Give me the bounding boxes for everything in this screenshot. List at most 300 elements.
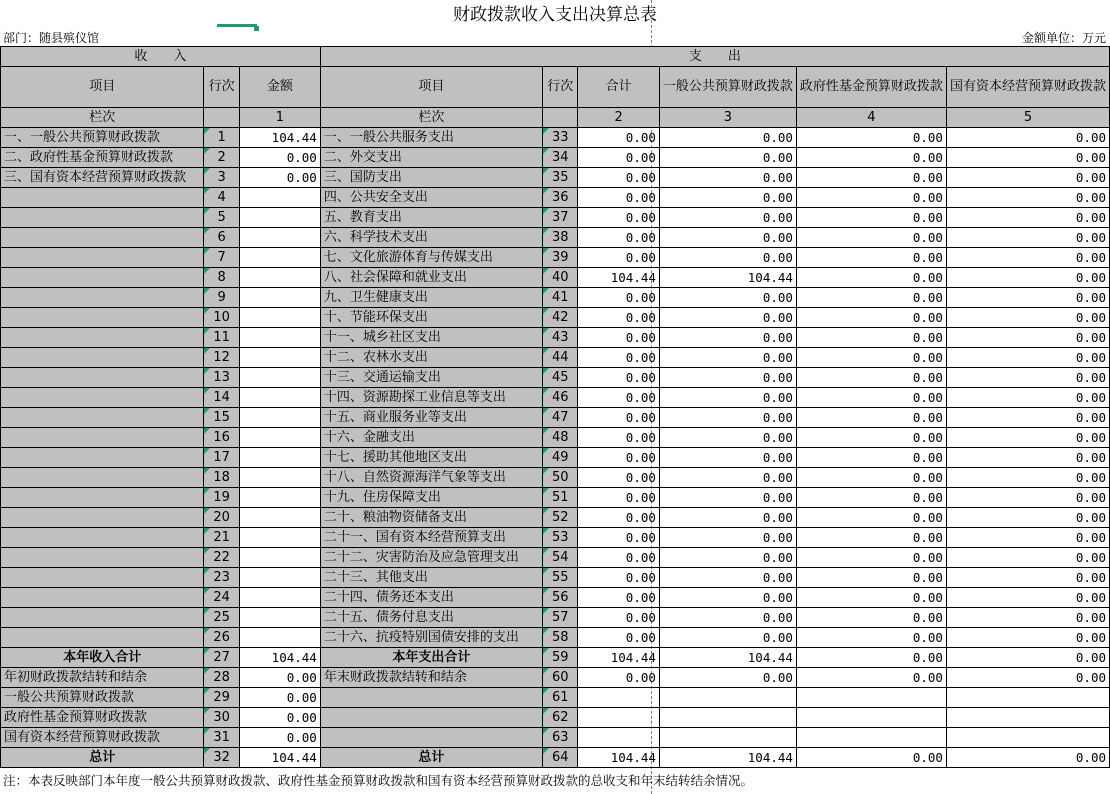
expense-total-cell[interactable]: 0.00 (578, 408, 659, 428)
income-rowno-cell[interactable]: 9 (204, 288, 239, 308)
income-item-cell[interactable] (1, 348, 204, 368)
expense-item-cell[interactable]: 十九、住房保障支出 (320, 488, 542, 508)
expense-item-cell[interactable]: 十四、资源勘探工业信息等支出 (320, 388, 542, 408)
expense-rowno-cell[interactable]: 45 (543, 368, 578, 388)
expense-item-cell[interactable] (320, 708, 542, 728)
expense-rowno-cell[interactable]: 39 (543, 248, 578, 268)
income-amount-cell[interactable] (239, 188, 320, 208)
income-rowno-cell[interactable]: 1 (204, 128, 239, 148)
income-rowno-cell[interactable]: 19 (204, 488, 239, 508)
income-rowno-cell[interactable]: 13 (204, 368, 239, 388)
expense-govfund-cell[interactable]: 0.00 (796, 488, 946, 508)
income-item-cell[interactable] (1, 508, 204, 528)
expense-total-cell[interactable]: 0.00 (578, 428, 659, 448)
expense-item-cell[interactable] (320, 728, 542, 748)
income-amount-cell[interactable]: 0.00 (239, 668, 320, 688)
expense-general-cell[interactable]: 0.00 (659, 408, 796, 428)
expense-rowno-cell[interactable]: 53 (543, 528, 578, 548)
income-rowno-cell[interactable]: 30 (204, 708, 239, 728)
col-index-5: 5 (946, 108, 1109, 128)
income-rowno-cell[interactable]: 7 (204, 248, 239, 268)
income-rowno-cell[interactable]: 15 (204, 408, 239, 428)
income-rowno-cell[interactable]: 29 (204, 688, 239, 708)
expense-total-cell[interactable]: 0.00 (578, 148, 659, 168)
expense-govfund-cell[interactable]: 0.00 (796, 288, 946, 308)
income-rowno-cell[interactable]: 6 (204, 228, 239, 248)
table-row (1, 388, 1110, 408)
expense-total-cell[interactable]: 0.00 (578, 508, 659, 528)
income-item-cell[interactable] (1, 208, 204, 228)
expense-rowno-cell[interactable]: 48 (543, 428, 578, 448)
expense-total-cell[interactable]: 0.00 (578, 588, 659, 608)
income-item-cell[interactable] (1, 528, 204, 548)
expense-rowno-cell[interactable]: 52 (543, 508, 578, 528)
expense-item-cell[interactable]: 五、教育支出 (320, 208, 542, 228)
expense-general-cell[interactable]: 0.00 (659, 668, 796, 688)
income-rowno-cell[interactable]: 20 (204, 508, 239, 528)
income-amount-cell[interactable] (239, 508, 320, 528)
table-row (1, 248, 1110, 268)
expense-total-cell[interactable]: 0.00 (578, 548, 659, 568)
income-amount-cell[interactable] (239, 448, 320, 468)
expense-general-cell[interactable]: 0.00 (659, 228, 796, 248)
income-item-cell[interactable]: 一般公共预算财政拨款 (1, 688, 204, 708)
expense-govfund-cell[interactable]: 0.00 (796, 448, 946, 468)
expense-soe-cell[interactable]: 0.00 (946, 668, 1109, 688)
income-rowno-cell[interactable]: 25 (204, 608, 239, 628)
expense-general-cell[interactable]: 0.00 (659, 488, 796, 508)
expense-rowno-cell[interactable]: 59 (543, 648, 578, 668)
income-amount-cell[interactable]: 0.00 (239, 148, 320, 168)
income-amount-cell[interactable] (239, 228, 320, 248)
expense-govfund-cell[interactable]: 0.00 (796, 628, 946, 648)
expense-govfund-cell[interactable]: 0.00 (796, 208, 946, 228)
expense-total-cell[interactable]: 0.00 (578, 228, 659, 248)
expense-rowno-cell[interactable]: 41 (543, 288, 578, 308)
expense-soe-cell[interactable]: 0.00 (946, 188, 1109, 208)
expense-total-cell[interactable]: 0.00 (578, 328, 659, 348)
expense-general-cell[interactable] (659, 728, 796, 748)
expense-soe-cell[interactable]: 0.00 (946, 288, 1109, 308)
income-amount-cell[interactable] (239, 308, 320, 328)
income-item-cell[interactable] (1, 368, 204, 388)
expense-rowno-cell[interactable]: 43 (543, 328, 578, 348)
income-item-cell[interactable] (1, 228, 204, 248)
expense-rowno-cell[interactable]: 47 (543, 408, 578, 428)
expense-item-cell[interactable]: 一、一般公共服务支出 (320, 128, 542, 148)
expense-soe-cell[interactable]: 0.00 (946, 588, 1109, 608)
expense-soe-cell[interactable]: 0.00 (946, 648, 1109, 668)
expense-govfund-cell[interactable]: 0.00 (796, 188, 946, 208)
expense-item-cell[interactable] (320, 688, 542, 708)
expense-soe-cell[interactable] (946, 688, 1109, 708)
income-item-cell[interactable]: 三、国有资本经营预算财政拨款 (1, 168, 204, 188)
expense-govfund-cell[interactable]: 0.00 (796, 228, 946, 248)
expense-rowno-cell[interactable]: 61 (543, 688, 578, 708)
expense-rowno-cell[interactable]: 64 (543, 748, 578, 768)
expense-total-header: 合计 (578, 67, 659, 108)
expense-govfund-cell[interactable]: 0.00 (796, 248, 946, 268)
expense-general-cell[interactable]: 0.00 (659, 328, 796, 348)
expense-general-cell[interactable]: 0.00 (659, 348, 796, 368)
income-amount-cell[interactable] (239, 388, 320, 408)
income-item-cell[interactable] (1, 448, 204, 468)
income-item-cell[interactable]: 政府性基金预算财政拨款 (1, 708, 204, 728)
expense-general-cell[interactable]: 104.44 (659, 268, 796, 288)
expense-total-cell[interactable]: 104.44 (578, 268, 659, 288)
expense-total-cell[interactable]: 0.00 (578, 668, 659, 688)
expense-govfund-cell[interactable]: 0.00 (796, 648, 946, 668)
expense-item-cell[interactable]: 二十六、抗疫特别国债安排的支出 (320, 628, 542, 648)
expense-govfund-cell[interactable]: 0.00 (796, 608, 946, 628)
expense-rowno-cell[interactable]: 38 (543, 228, 578, 248)
income-item-cell[interactable] (1, 568, 204, 588)
expense-govfund-cell[interactable]: 0.00 (796, 348, 946, 368)
expense-rowno-cell[interactable]: 60 (543, 668, 578, 688)
expense-rowno-cell[interactable]: 44 (543, 348, 578, 368)
expense-total-cell[interactable]: 0.00 (578, 348, 659, 368)
expense-rowno-cell[interactable]: 63 (543, 728, 578, 748)
expense-general-cell[interactable]: 0.00 (659, 148, 796, 168)
expense-general-cell[interactable]: 104.44 (659, 748, 796, 768)
expense-section-header: 支 出 (320, 47, 1109, 67)
expense-general-cell[interactable]: 0.00 (659, 568, 796, 588)
expense-rowno-cell[interactable]: 62 (543, 708, 578, 728)
expense-item-cell[interactable]: 十六、金融支出 (320, 428, 542, 448)
income-rowno-cell[interactable]: 11 (204, 328, 239, 348)
income-amount-cell[interactable] (239, 548, 320, 568)
expense-rowno-cell[interactable]: 40 (543, 268, 578, 288)
expense-item-cell[interactable]: 十、节能环保支出 (320, 308, 542, 328)
income-amount-cell[interactable] (239, 588, 320, 608)
expense-general-cell[interactable]: 0.00 (659, 188, 796, 208)
income-item-cell[interactable]: 一、一般公共预算财政拨款 (1, 128, 204, 148)
expense-soe-cell[interactable]: 0.00 (946, 208, 1109, 228)
expense-rowno-cell[interactable]: 35 (543, 168, 578, 188)
expense-item-cell[interactable]: 九、卫生健康支出 (320, 288, 542, 308)
expense-total-cell[interactable]: 0.00 (578, 188, 659, 208)
income-rowno-cell[interactable]: 2 (204, 148, 239, 168)
expense-govfund-cell[interactable]: 0.00 (796, 368, 946, 388)
income-rowno-cell[interactable]: 5 (204, 208, 239, 228)
income-rowno-cell[interactable]: 24 (204, 588, 239, 608)
income-amount-cell[interactable] (239, 528, 320, 548)
expense-total-cell[interactable]: 104.44 (578, 648, 659, 668)
expense-item-cell[interactable]: 年末财政拨款结转和结余 (320, 668, 542, 688)
expense-item-cell[interactable]: 二十三、其他支出 (320, 568, 542, 588)
expense-total-cell[interactable]: 0.00 (578, 528, 659, 548)
expense-item-cell[interactable]: 十七、援助其他地区支出 (320, 448, 542, 468)
expense-govfund-cell[interactable]: 0.00 (796, 128, 946, 148)
table-row (1, 528, 1110, 548)
header-row-sections (1, 47, 1110, 67)
income-item-cell[interactable] (1, 548, 204, 568)
expense-govfund-cell[interactable]: 0.00 (796, 468, 946, 488)
income-amount-cell[interactable]: 0.00 (239, 168, 320, 188)
income-amount-cell[interactable] (239, 568, 320, 588)
expense-rowno-cell[interactable]: 34 (543, 148, 578, 168)
expense-total-cell[interactable]: 0.00 (578, 568, 659, 588)
expense-govfund-cell[interactable]: 0.00 (796, 308, 946, 328)
expense-total-cell[interactable]: 0.00 (578, 128, 659, 148)
expense-total-cell[interactable]: 0.00 (578, 288, 659, 308)
income-amount-cell[interactable] (239, 348, 320, 368)
expense-soe-cell[interactable]: 0.00 (946, 548, 1109, 568)
income-item-cell[interactable]: 国有资本经营预算财政拨款 (1, 728, 204, 748)
expense-general-cell[interactable]: 0.00 (659, 448, 796, 468)
expense-soe-cell[interactable]: 0.00 (946, 248, 1109, 268)
expense-rowno-cell[interactable]: 50 (543, 468, 578, 488)
income-item-cell[interactable] (1, 408, 204, 428)
expense-soe-cell[interactable]: 0.00 (946, 388, 1109, 408)
income-amount-cell[interactable] (239, 608, 320, 628)
table-row (1, 448, 1110, 468)
expense-govfund-cell[interactable]: 0.00 (796, 328, 946, 348)
income-amount-cell[interactable] (239, 428, 320, 448)
expense-general-cell[interactable]: 104.44 (659, 648, 796, 668)
expense-general-cell[interactable] (659, 708, 796, 728)
expense-soe-cell[interactable]: 0.00 (946, 148, 1109, 168)
income-amount-cell[interactable]: 0.00 (239, 688, 320, 708)
income-amount-cell[interactable] (239, 248, 320, 268)
expense-govfund-cell[interactable]: 0.00 (796, 588, 946, 608)
expense-soe-cell[interactable]: 0.00 (946, 128, 1109, 148)
expense-total-cell[interactable]: 0.00 (578, 168, 659, 188)
expense-govfund-cell[interactable]: 0.00 (796, 568, 946, 588)
income-item-cell[interactable] (1, 288, 204, 308)
income-rowno-cell[interactable]: 23 (204, 568, 239, 588)
expense-total-cell[interactable]: 0.00 (578, 368, 659, 388)
income-item-cell[interactable]: 总计 (1, 748, 204, 768)
expense-total-cell[interactable]: 0.00 (578, 308, 659, 328)
expense-general-cell[interactable]: 0.00 (659, 168, 796, 188)
expense-general-cell[interactable]: 0.00 (659, 368, 796, 388)
expense-general-cell[interactable]: 0.00 (659, 548, 796, 568)
income-item-cell[interactable] (1, 468, 204, 488)
expense-soe-cell[interactable]: 0.00 (946, 308, 1109, 328)
income-amount-cell[interactable] (239, 368, 320, 388)
expense-total-cell[interactable] (578, 728, 659, 748)
expense-total-cell[interactable] (578, 708, 659, 728)
expense-item-cell[interactable]: 二十五、债务付息支出 (320, 608, 542, 628)
expense-general-cell[interactable]: 0.00 (659, 248, 796, 268)
expense-rowno-cell[interactable]: 42 (543, 308, 578, 328)
income-amount-cell[interactable]: 0.00 (239, 708, 320, 728)
expense-soe-cell[interactable]: 0.00 (946, 408, 1109, 428)
expense-govfund-cell[interactable]: 0.00 (796, 428, 946, 448)
expense-soe-cell[interactable]: 0.00 (946, 228, 1109, 248)
expense-general-cell[interactable]: 0.00 (659, 588, 796, 608)
expense-rowno-cell[interactable]: 51 (543, 488, 578, 508)
expense-total-cell[interactable]: 0.00 (578, 488, 659, 508)
fill-handle[interactable] (254, 26, 259, 31)
income-item-cell[interactable] (1, 588, 204, 608)
income-amount-cell[interactable]: 104.44 (239, 648, 320, 668)
expense-item-cell[interactable]: 十五、商业服务业等支出 (320, 408, 542, 428)
income-amount-cell[interactable] (239, 328, 320, 348)
expense-general-cell[interactable]: 0.00 (659, 288, 796, 308)
expense-soe-cell[interactable]: 0.00 (946, 328, 1109, 348)
expense-govfund-cell[interactable] (796, 688, 946, 708)
expense-item-cell[interactable]: 七、文化旅游体育与传媒支出 (320, 248, 542, 268)
expense-soe-cell[interactable]: 0.00 (946, 568, 1109, 588)
income-amount-cell[interactable] (239, 488, 320, 508)
expense-govfund-cell[interactable]: 0.00 (796, 268, 946, 288)
expense-rowno-cell[interactable]: 46 (543, 388, 578, 408)
expense-total-cell[interactable]: 0.00 (578, 468, 659, 488)
income-rowno-cell[interactable]: 27 (204, 648, 239, 668)
table-row (1, 608, 1110, 628)
income-rowno-cell[interactable]: 22 (204, 548, 239, 568)
income-item-cell[interactable] (1, 188, 204, 208)
expense-rowno-cell[interactable]: 56 (543, 588, 578, 608)
expense-total-cell[interactable]: 0.00 (578, 388, 659, 408)
income-rowno-cell[interactable]: 26 (204, 628, 239, 648)
expense-general-cell[interactable]: 0.00 (659, 208, 796, 228)
expense-soe-cell[interactable]: 0.00 (946, 508, 1109, 528)
income-item-cell[interactable] (1, 268, 204, 288)
table-row (1, 508, 1110, 528)
expense-govfund-cell[interactable]: 0.00 (796, 668, 946, 688)
expense-item-cell[interactable]: 总计 (320, 748, 542, 768)
expense-rowno-cell[interactable]: 37 (543, 208, 578, 228)
income-amount-cell[interactable] (239, 408, 320, 428)
expense-govfund-cell[interactable]: 0.00 (796, 508, 946, 528)
income-amount-cell[interactable] (239, 628, 320, 648)
income-amount-cell[interactable] (239, 208, 320, 228)
income-rowno-cell[interactable]: 14 (204, 388, 239, 408)
expense-govfund-cell[interactable] (796, 708, 946, 728)
expense-total-cell[interactable] (578, 688, 659, 708)
income-rowno-cell[interactable]: 8 (204, 268, 239, 288)
expense-govfund-cell[interactable]: 0.00 (796, 548, 946, 568)
expense-total-cell[interactable]: 0.00 (578, 248, 659, 268)
expense-rowno-cell[interactable]: 55 (543, 568, 578, 588)
income-rowno-cell[interactable]: 28 (204, 668, 239, 688)
income-item-cell[interactable] (1, 608, 204, 628)
expense-general-cell[interactable]: 0.00 (659, 308, 796, 328)
expense-item-cell[interactable]: 十二、农林水支出 (320, 348, 542, 368)
expense-govfund-cell[interactable] (796, 728, 946, 748)
expense-item-cell[interactable]: 四、公共安全支出 (320, 188, 542, 208)
income-rowno-cell[interactable]: 12 (204, 348, 239, 368)
expense-item-cell[interactable]: 二十一、国有资本经营预算支出 (320, 528, 542, 548)
expense-general-cell[interactable]: 0.00 (659, 608, 796, 628)
income-rowno-cell[interactable]: 4 (204, 188, 239, 208)
income-item-cell[interactable] (1, 248, 204, 268)
income-rowno-cell[interactable]: 18 (204, 468, 239, 488)
expense-soe-cell[interactable]: 0.00 (946, 468, 1109, 488)
expense-item-cell[interactable]: 二十四、债务还本支出 (320, 588, 542, 608)
income-amount-cell[interactable] (239, 468, 320, 488)
expense-soe-cell[interactable]: 0.00 (946, 528, 1109, 548)
expense-govfund-cell[interactable]: 0.00 (796, 528, 946, 548)
income-rowno-cell[interactable]: 31 (204, 728, 239, 748)
income-amount-cell[interactable]: 104.44 (239, 748, 320, 768)
income-rowno-cell[interactable]: 16 (204, 428, 239, 448)
expense-rowno-cell[interactable]: 36 (543, 188, 578, 208)
expense-govfund-cell[interactable]: 0.00 (796, 168, 946, 188)
income-item-header: 项目 (1, 67, 204, 108)
income-rowno-cell[interactable]: 21 (204, 528, 239, 548)
expense-item-cell[interactable]: 二十、粮油物资储备支出 (320, 508, 542, 528)
expense-soe-cell[interactable] (946, 728, 1109, 748)
expense-general-cell[interactable]: 0.00 (659, 388, 796, 408)
income-rowno-cell[interactable]: 32 (204, 748, 239, 768)
expense-item-cell[interactable]: 八、社会保障和就业支出 (320, 268, 542, 288)
expense-soe-cell[interactable]: 0.00 (946, 628, 1109, 648)
expense-general-cell[interactable] (659, 688, 796, 708)
income-amount-cell[interactable]: 0.00 (239, 728, 320, 748)
expense-general-cell[interactable]: 0.00 (659, 428, 796, 448)
income-item-cell[interactable] (1, 388, 204, 408)
expense-govfund-cell[interactable]: 0.00 (796, 388, 946, 408)
expense-rowno-cell[interactable]: 49 (543, 448, 578, 468)
expense-govfund-cell[interactable]: 0.00 (796, 408, 946, 428)
expense-rowno-cell[interactable]: 57 (543, 608, 578, 628)
income-item-cell[interactable] (1, 428, 204, 448)
expense-soe-cell[interactable]: 0.00 (946, 608, 1109, 628)
expense-total-cell[interactable]: 0.00 (578, 448, 659, 468)
expense-soe-cell[interactable]: 0.00 (946, 428, 1109, 448)
expense-soe-cell[interactable]: 0.00 (946, 488, 1109, 508)
expense-item-cell[interactable]: 二十二、灾害防治及应急管理支出 (320, 548, 542, 568)
income-rowno-cell[interactable]: 17 (204, 448, 239, 468)
income-item-cell[interactable]: 年初财政拨款结转和结余 (1, 668, 204, 688)
expense-item-cell[interactable]: 二、外交支出 (320, 148, 542, 168)
expense-general-cell[interactable]: 0.00 (659, 628, 796, 648)
expense-total-cell[interactable]: 0.00 (578, 608, 659, 628)
income-amount-cell[interactable] (239, 268, 320, 288)
expense-general-cell[interactable]: 0.00 (659, 128, 796, 148)
income-item-cell[interactable] (1, 308, 204, 328)
expense-item-cell[interactable]: 十一、城乡社区支出 (320, 328, 542, 348)
expense-soe-cell[interactable]: 0.00 (946, 268, 1109, 288)
income-item-cell[interactable]: 二、政府性基金预算财政拨款 (1, 148, 204, 168)
income-amount-cell[interactable] (239, 288, 320, 308)
expense-total-cell[interactable]: 0.00 (578, 628, 659, 648)
expense-rowno-cell[interactable]: 58 (543, 628, 578, 648)
income-item-cell[interactable] (1, 488, 204, 508)
expense-general-cell[interactable]: 0.00 (659, 528, 796, 548)
expense-govfund-cell[interactable]: 0.00 (796, 148, 946, 168)
expense-soe-cell[interactable]: 0.00 (946, 168, 1109, 188)
expense-item-cell[interactable]: 三、国防支出 (320, 168, 542, 188)
expense-total-cell[interactable]: 104.44 (578, 748, 659, 768)
income-rowno-cell[interactable]: 3 (204, 168, 239, 188)
expense-soe-cell[interactable]: 0.00 (946, 368, 1109, 388)
expense-rowno-cell[interactable]: 54 (543, 548, 578, 568)
income-item-cell[interactable]: 本年收入合计 (1, 648, 204, 668)
expense-general-cell[interactable]: 0.00 (659, 508, 796, 528)
expense-soe-cell[interactable]: 0.00 (946, 448, 1109, 468)
income-amount-cell[interactable]: 104.44 (239, 128, 320, 148)
expense-item-cell[interactable]: 十三、交通运输支出 (320, 368, 542, 388)
expense-general-cell[interactable]: 0.00 (659, 468, 796, 488)
income-item-cell[interactable] (1, 328, 204, 348)
expense-soe-cell[interactable]: 0.00 (946, 348, 1109, 368)
expense-total-cell[interactable]: 0.00 (578, 208, 659, 228)
expense-soe-cell[interactable] (946, 708, 1109, 728)
income-item-cell[interactable] (1, 628, 204, 648)
expense-item-cell[interactable]: 本年支出合计 (320, 648, 542, 668)
expense-item-cell[interactable]: 十八、自然资源海洋气象等支出 (320, 468, 542, 488)
expense-item-cell[interactable]: 六、科学技术支出 (320, 228, 542, 248)
expense-soe-cell[interactable]: 0.00 (946, 748, 1109, 768)
expense-govfund-cell[interactable]: 0.00 (796, 748, 946, 768)
expense-rowno-cell[interactable]: 33 (543, 128, 578, 148)
income-rowno-cell[interactable]: 10 (204, 308, 239, 328)
